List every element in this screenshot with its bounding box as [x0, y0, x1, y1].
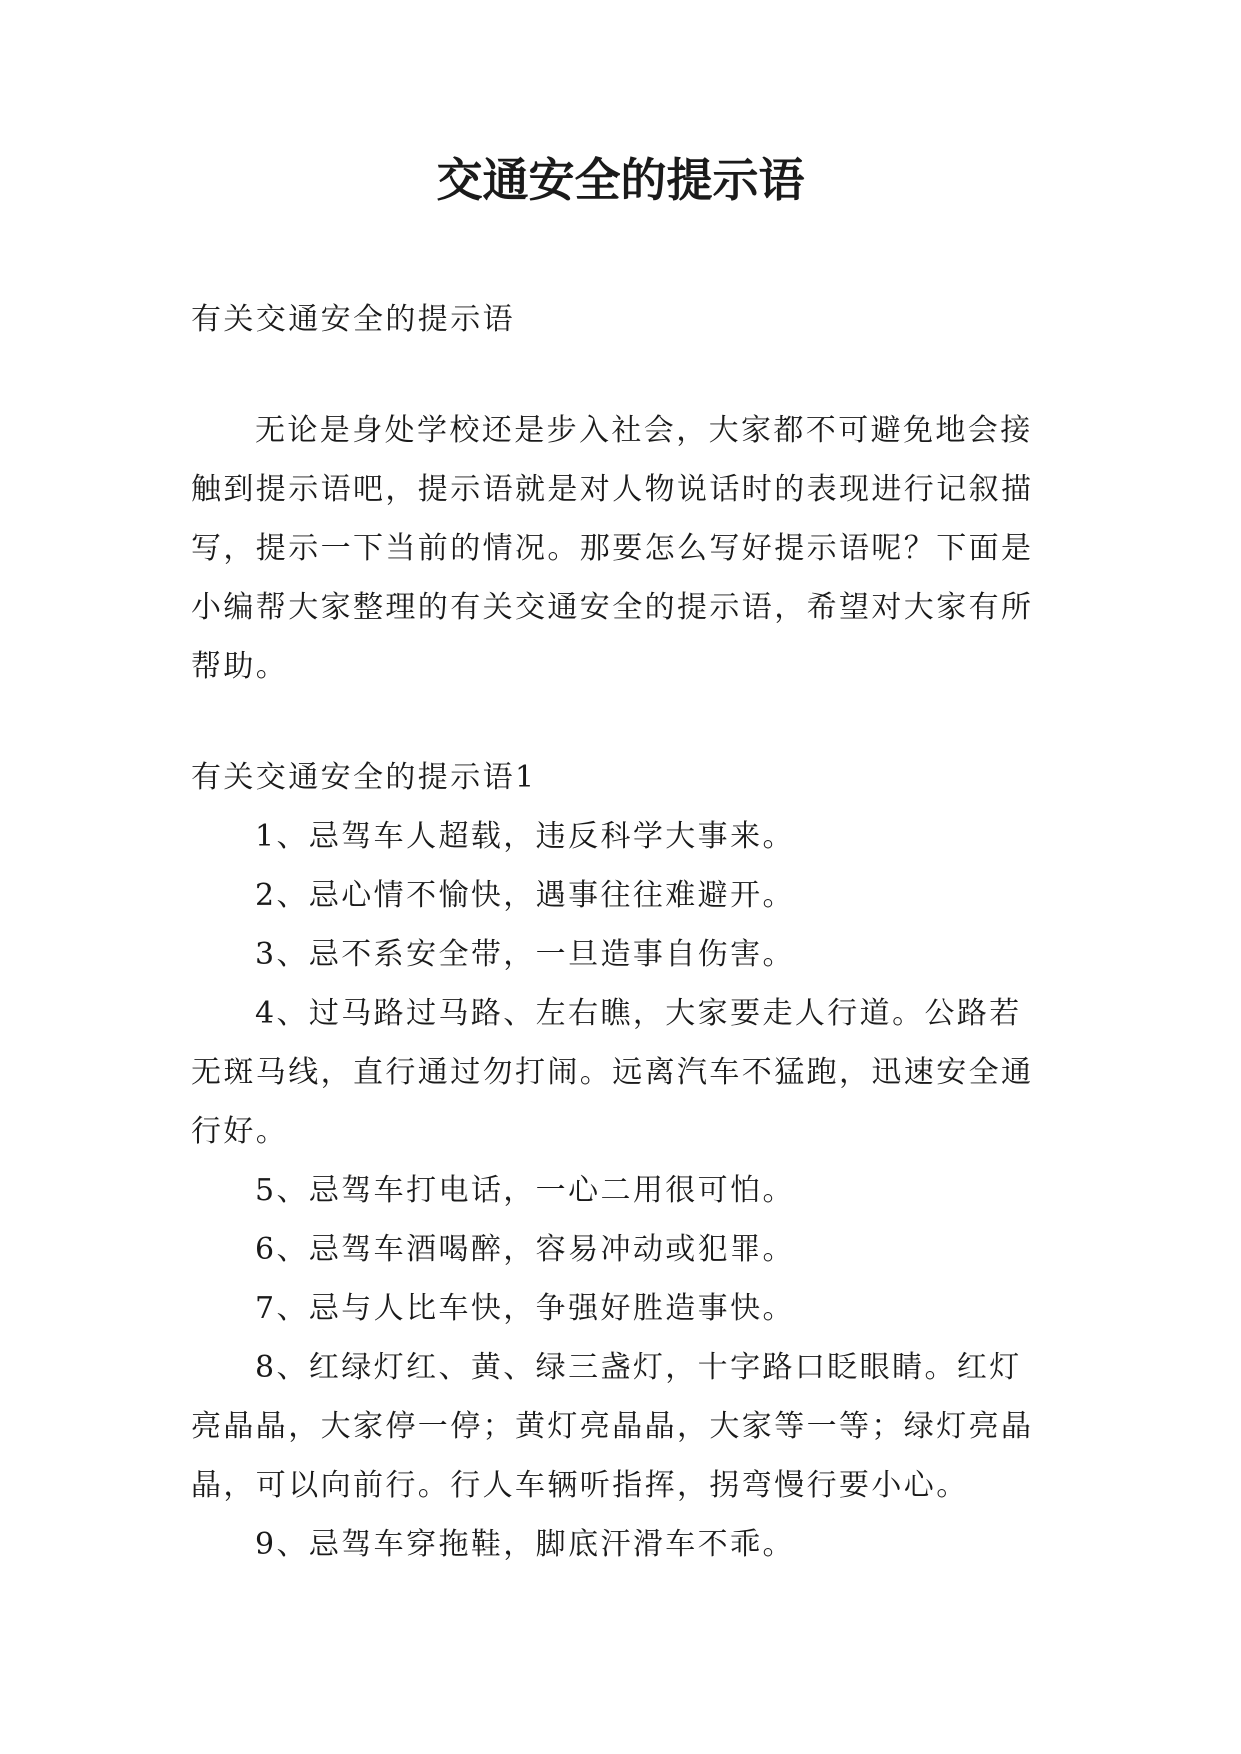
list-item: 5、忌驾车打电话，一心二用很可怕。 [255, 1173, 795, 1208]
list-item: 1、忌驾车人超载，违反科学大事来。 [255, 819, 795, 854]
list-item: 6、忌驾车酒喝醉，容易冲动或犯罪。 [255, 1232, 795, 1267]
document-title: 交通安全的提示语 [436, 153, 805, 207]
list-item: 3、忌不系安全带，一旦造事自伤害。 [255, 937, 795, 972]
list-item: 2、忌心情不愉快，遇事往往难避开。 [255, 878, 795, 913]
intro-paragraph: 无论是身处学校还是步入社会，大家都不可避免地会接触到提示语吧，提示语就是对人物说话时的表现进行记叙描写，提示一下当前的情况。那要怎么写好提示语呢？下面是小编帮大家整理的有关交通安全的提示语，希望对大家有所帮助。 [191, 413, 1034, 684]
list-item: 4、过马路过马路、左右瞧，大家要走人行道。公路若无斑马线，直行通过勿打闹。远离汽车不猛跑，迅速安全通行好。 [191, 996, 1034, 1149]
list-item: 8、红绿灯红、黄、绿三盏灯，十字路口眨眼睛。红灯亮晶晶，大家停一停；黄灯亮晶晶，大家等一等；绿灯亮晶晶，可以向前行。行人车辆听指挥，拐弯慢行要小心。 [191, 1350, 1034, 1503]
list-item: 9、忌驾车穿拖鞋，脚底汗滑车不乖。 [255, 1527, 795, 1562]
document-subtitle: 有关交通安全的提示语 [191, 302, 515, 337]
document-body [191, 290, 1053, 1574]
list-item: 7、忌与人比车快，争强好胜造事快。 [255, 1291, 795, 1326]
section-heading: 有关交通安全的提示语1 [191, 760, 537, 795]
